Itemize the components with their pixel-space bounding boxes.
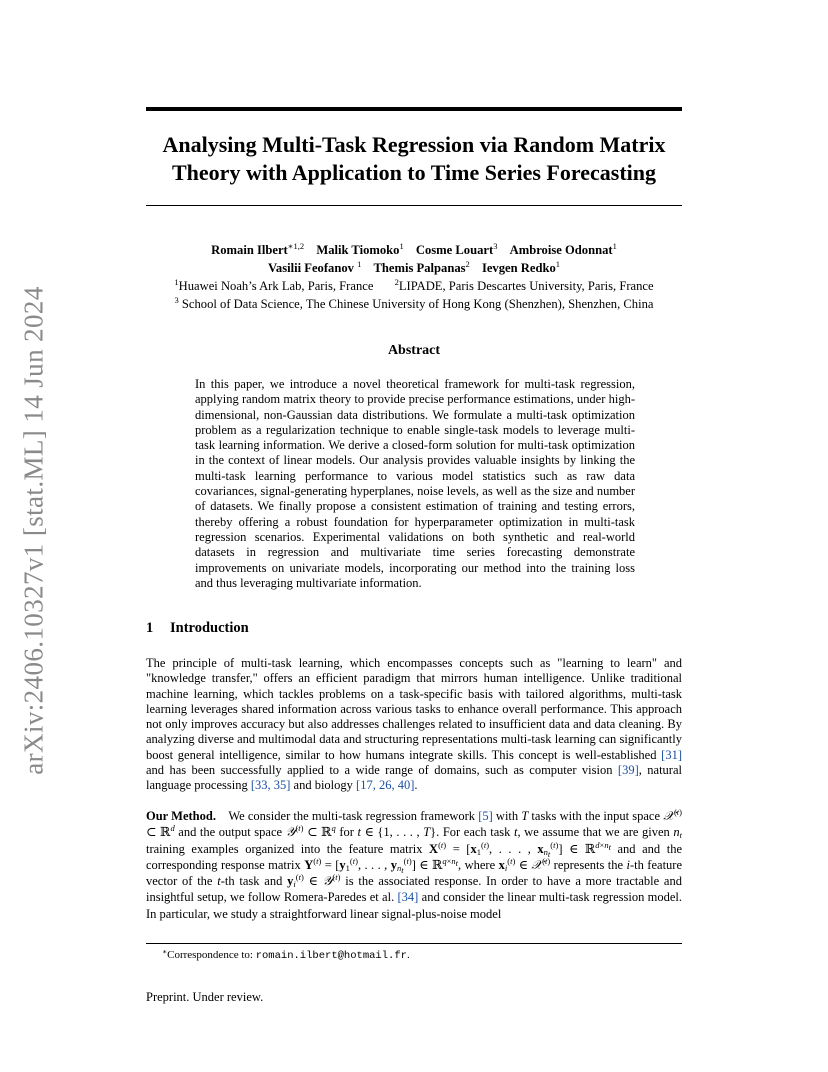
paper-title [146, 131, 682, 187]
author-mark: 3 [493, 241, 498, 251]
math-sample-count: $n_t$ [673, 825, 682, 841]
author-name: Malik Tiomoko [316, 243, 400, 257]
affiliation-text: LIPADE, Paris Descartes University, Paris, France [398, 279, 654, 293]
affiliation-line-1 [146, 277, 682, 295]
author-mark: 1 [555, 259, 561, 269]
affiliation-mark: 1 [174, 277, 179, 287]
math-feature-vector: $x_i^{(t)}$ ∈ 𝒳$^{(t)}$ [498, 855, 551, 873]
footnote-mark: ∗ [162, 947, 168, 956]
footnote-text: Correspondence to: [167, 949, 256, 961]
citation-link[interactable]: [34] [397, 890, 419, 905]
preprint-notice: Preprint. Under review. [146, 990, 264, 1004]
citation-link[interactable]: [33, 35] [250, 778, 291, 793]
run-in-heading: Our Method. [146, 809, 216, 823]
paragraph-text: and biology [290, 778, 357, 793]
footnote-rule [146, 943, 682, 944]
math-output-space: 𝒴$^{(t)}$ ⊂ ℝ$^q$ [285, 823, 336, 840]
paragraph-text: . [414, 778, 418, 793]
paragraph-text: and consider the linear multi-task regression model. In particular, we study a straightforward linear signal-plus-noise model [146, 890, 682, 921]
affiliation-line-2 [146, 295, 682, 313]
affiliation-mark: 2 [394, 277, 399, 287]
author-name: Romain Ilbert [211, 243, 288, 257]
math-input-space: 𝒳$^{(t)}$ ⊂ ℝ$^d$ [146, 807, 683, 840]
paragraph-text: is the associated response. In order to have a more tractable and insightful setup, we follow Romera-Paredes et al. [146, 874, 682, 905]
paragraph-text: -th task and [220, 874, 288, 889]
our-method-paragraph: Our Method. We consider the multi-task regression framework [5] with T tasks with the input space 𝒳$^{(t)}$ ⊂ ℝ$^d$ and the output space 𝒴$^{(t)}$ ⊂ ℝ$^q$ for t ∈ {1, . . . , T}. For each task t, we assume that we are given $n_t$ training examples organized into the feature matrix $X^{(t)} = [x_1^{(t)}$, . . . , $x_{n_t}^{(t)}$] ∈ ℝ$^{d\times n_t}$ and and the corresponding response matrix $Y^{(t)} = [y_1^{(t)}$, . . . , $y_{n_t}^{(t)}$] ∈ ℝ$^{q\times n_t}$, where $x_i^{(t)}$ ∈ 𝒳$^{(t)}$ represents the i-th feature vector of the t-th task and $y_i^{(t)}$ ∈ 𝒴$^{(t)}$ is the associated response. In order to have a more tractable and insightful setup, we follow Romera-Paredes et al. [34] and consider the linear multi-task regression model. In particular, we study a straightforward linear signal-plus-noise model [146, 807, 683, 921]
citation-link[interactable]: [17, 26, 40] [356, 778, 415, 793]
paragraph-text: and has been successfully applied to a wide range of domains, such as computer vision [146, 763, 618, 778]
arxiv-identifier-text: arXiv:2406.10327v1 [stat.ML] 14 Jun 2024 [18, 285, 49, 775]
author-line-2 [146, 259, 682, 277]
paragraph-text: -th feature vector of the [146, 857, 682, 889]
abstract-body: In this paper, we introduce a novel theoretical framework for multi-task regression, applying random matrix theory to provide precise performance estimations, under high-dimensional, non-Gaussian data distributions. We formulate a multi-task optimization problem as a regularization technique to enable single-task models to leverage multi-task learning information. We derive a closed-form solution for multi-task optimization in the context of linear models. Our analysis provides valuable insights by linking the multi-task learning performance to various model statistics such as raw data covariances, signal-generating hyperplanes, noise levels, as well as the size and number of datasets. We finally propose a consistent estimation of training and testing errors, thereby offering a robust foundation for hyperparameter optimization in multi-task regression scenarios. Experimental validations on both synthetic and real-world datasets in regression and multivariate time series forecasting demonstrate improvements on univariate models, incorporating our method into the training loss and thus leveraging multivariate information. [195, 377, 635, 590]
author-name: Ievgen Redko [481, 261, 556, 275]
affiliation-text: Huawei Noah’s Ark Lab, Paris, France [178, 279, 374, 293]
section-title: Introduction [170, 620, 249, 636]
footnote-end: . [406, 949, 410, 961]
footnote-email[interactable]: romain.ilbert@hotmail.fr [255, 950, 407, 962]
paragraph-text: for [335, 825, 358, 840]
author-mark: 1 [357, 259, 362, 269]
arxiv-identifier-stamp [14, 285, 54, 775]
abstract-heading: Abstract [387, 343, 441, 358]
affiliation-mark: 3 [174, 295, 179, 305]
section-number: 1 [146, 620, 154, 636]
paragraph-text: training examples organized into the feature matrix [146, 841, 430, 856]
author-mark: 2 [465, 259, 470, 269]
author-mark: ∗1,2 [287, 241, 305, 251]
math-feature-matrix: $X^{(t)} = [x_1^{(t)}$, . . . , $x_{n_t}^{(t)}$] ∈ ℝ$^{d\times n_t}$ [429, 839, 611, 859]
paragraph-text: and the corresponding response matrix [146, 841, 682, 872]
title-line-1: Analysing Multi-Task Regression via Random Matrix [162, 132, 666, 157]
citation-link[interactable]: [39] [617, 763, 639, 778]
paragraph-text: with [492, 809, 522, 823]
paragraph-text: We consider the multi-task regression framework [228, 809, 479, 823]
author-mark: 1 [399, 241, 404, 251]
paragraph-text: , natural language processing [146, 763, 682, 793]
title-top-rule [146, 107, 682, 111]
title-bottom-rule [146, 205, 682, 206]
author-name: Vasilii Feofanov [267, 261, 354, 275]
citation-link[interactable]: [5] [478, 809, 493, 823]
paragraph-text: The principle of multi-task learning, which encompasses concepts such as "learning to learn" and "knowledge transfer," offers an efficient paradigm that mirrors human intelligence. Unlike traditional machine learning, which tackles problems on a task-specific basis with tailored algorithms, multi-task learning leverages shared information across various tasks to enhance overall performance. This approach not only improves accuracy but also addresses challenges related to insufficient data and data cleaning. By analyzing diverse and multimodal data and structuring representations multi-task learning can significantly boost general intelligence, similar to how humans integrate skills. This concept is well-established [146, 656, 682, 762]
math-task-range: t ∈ {1, . . . , T} [357, 825, 437, 840]
paragraph-text: , where [458, 857, 499, 872]
math-response-vector: $y_i^{(t)}$ ∈ 𝒴$^{(t)}$ [287, 872, 341, 890]
author-name: Cosme Louart [415, 243, 494, 257]
paragraph-text: , we assume that we are given [517, 825, 674, 840]
author-name: Themis Palpanas [373, 261, 466, 275]
citation-link[interactable]: [31] [661, 747, 682, 762]
introduction-paragraph [146, 656, 682, 794]
paragraph-text: . For each task [436, 825, 514, 840]
paragraph-text: tasks with the input space [528, 809, 661, 823]
author-block [146, 241, 682, 313]
paragraph-text: and the output space [174, 825, 286, 840]
author-mark: 1 [612, 241, 617, 251]
author-line-1 [146, 241, 682, 259]
author-name: Ambroise Odonnat [509, 243, 613, 257]
paragraph-text: represents the [550, 857, 627, 872]
title-line-2: Theory with Application to Time Series Forecasting [172, 160, 656, 185]
affiliation-text: School of Data Science, The Chinese University of Hong Kong (Shenzhen), Shenzhen, China [181, 297, 654, 311]
footnote [162, 948, 410, 963]
math-response-matrix: $Y^{(t)} = [y_1^{(t)}$, . . . , $y_{n_t}^{(t)}$] ∈ ℝ$^{q\times n_t}$ [304, 855, 459, 875]
section-heading-introduction [146, 620, 249, 637]
